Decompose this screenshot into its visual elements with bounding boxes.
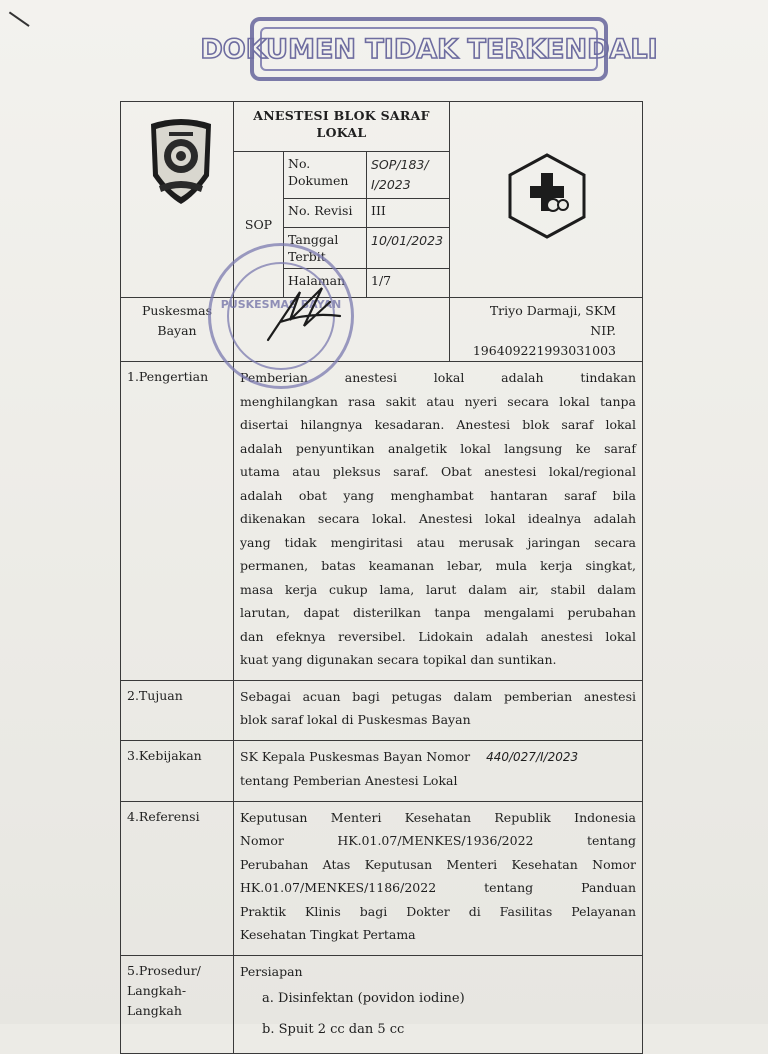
tanggal-terbit-label: Tanggal Terbit (284, 228, 367, 269)
kemenkes-logo-icon (507, 153, 587, 239)
uncontrolled-document-stamp (200, 17, 658, 81)
signatory-block (450, 298, 643, 362)
no-dokumen-value: SOP/183/ I/2023 (367, 152, 450, 199)
sop-table (120, 101, 643, 1054)
prosedur-item: a. Disinfektan (povidon iodine) (262, 991, 465, 1006)
no-revisi-value: III (367, 199, 450, 228)
regency-logo-cell (121, 102, 234, 298)
sop-label: SOP (234, 152, 284, 298)
section-text-kebijakan: SK Kepala Puskesmas Bayan Nomor 440/027/I/2023 tentang Pemberian Anestesi Lokal (234, 740, 643, 801)
pen-mark (9, 0, 38, 27)
no-dokumen-label: No. Dokumen (284, 152, 367, 199)
halaman-label: Halaman (284, 269, 367, 298)
section-label-kebijakan: 3.Kebijakan (121, 740, 234, 801)
seal-text: PUSKESMAS BAYAN (220, 298, 342, 311)
regency-emblem-icon (147, 116, 215, 206)
signatory-nip: NIP. 196409221993031003 (472, 323, 616, 358)
section-text-pengertian: Pemberian anestesi lokal adalah tindakan menghilangkan rasa sakit atau nyeri secara lokal tanpa disertai hilangnya kesadaran. Anestesi blok saraf lokal adalah penyuntikan analgetik lokal langsung ke saraf utama atau pleksus saraf. Obat anestesi lokal/regional adalah obat yang menghambat hantaran saraf bila dikenakan secara lokal. Anestesi lokal idealnya adalah yang tidak mengiritasi atau merusak jaringan secara permanen, batas keamanan lebar, mula kerja singkat, masa kerja cukup lama, larut dalam air, stabil dalam larutan, dapat disterilkan tanpa mengalami perubahan dan efeknya reversibel. Lidokain adalah anestesi lokal kuat yang digunakan secara topikal dan suntikan. (234, 362, 643, 681)
section-text-tujuan: Sebagai acuan bagi petugas dalam pemberian anestesi blok saraf lokal di Puskesmas Bayan (234, 680, 643, 740)
prosedur-item: b. Spuit 2 cc dan 5 cc (262, 1022, 405, 1037)
kebijakan-handwritten-number: 440/027/I/2023 (486, 749, 579, 764)
organization-name: Puskesmas Bayan (121, 298, 234, 362)
section-label-referensi: 4.Referensi (121, 801, 234, 955)
section-text-prosedur (234, 955, 643, 1054)
section-text-referensi: Keputusan Menteri Kesehatan Republik Indonesia Nomor HK.01.07/MENKES/1936/2022 tentang Perubahan Atas Keputusan Menteri Kesehatan Nomor HK.01.07/MENKES/1186/2022 tentang Panduan Praktik Klinis bagi Dokter di Fasilitas Pelayanan Kesehatan Tingkat Pertama (234, 801, 643, 955)
prosedur-heading: Persiapan (240, 963, 303, 979)
signature-mark (260, 282, 350, 346)
signatory-name: Triyo Darmaji, SKM (489, 303, 616, 318)
section-label-pengertian: 1.Pengertian (121, 362, 234, 681)
stamp-text: DOKUMEN TIDAK TERKENDALI (260, 27, 598, 71)
halaman-value: 1/7 (367, 269, 450, 298)
section-label-prosedur: 5.Prosedur/ Langkah-Langkah (121, 955, 234, 1054)
document-title: ANESTESI BLOK SARAF LOKAL (234, 102, 450, 152)
section-label-tujuan: 2.Tujuan (121, 680, 234, 740)
no-revisi-label: No. Revisi (284, 199, 367, 228)
tanggal-terbit-value: 10/01/2023 (367, 228, 450, 269)
